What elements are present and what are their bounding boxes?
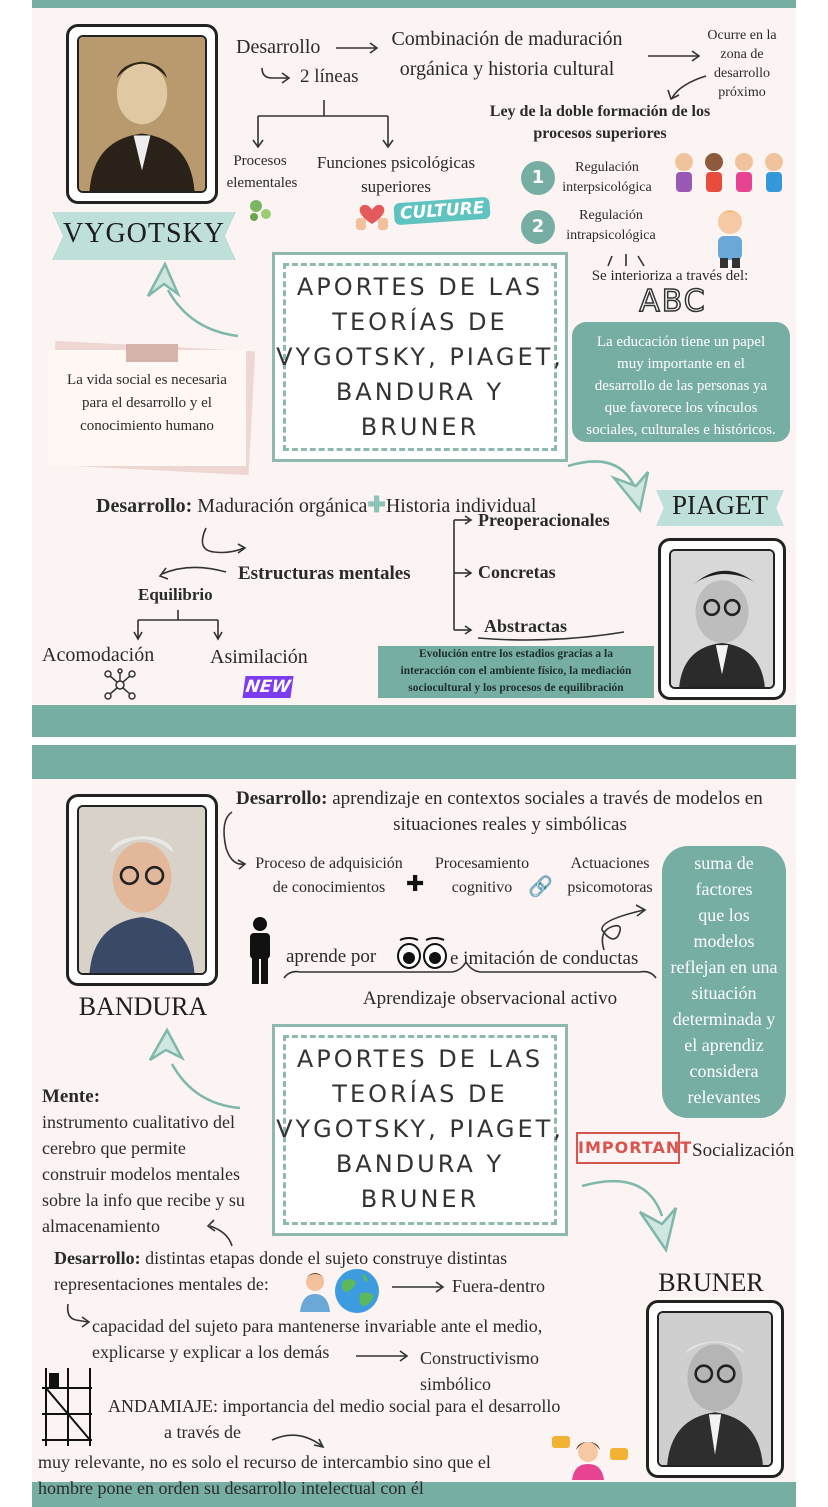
fuera-dentro: Fuera-dentro — [452, 1276, 545, 1296]
acomodacion: Acomodación — [42, 644, 155, 666]
piaget-stage-2: Concretas — [478, 562, 556, 582]
suma-box — [662, 846, 786, 1118]
vida-social-line-1: La vida social es necesaria — [67, 372, 227, 388]
link-icon: 🔗 — [528, 874, 553, 898]
bandura-name: BANDURA — [78, 992, 208, 1021]
zona-line-2: zona de — [720, 47, 764, 62]
evolucion-box — [378, 646, 654, 698]
vygotsky-photo-frame — [66, 24, 218, 204]
mente-label: Mente: — [42, 1086, 101, 1107]
evolucion-line-1: Evolución entre los estadios gracias a la — [418, 648, 613, 660]
bottom-title-line-4: BANDURA Y — [335, 1150, 505, 1178]
top-title-line-2: TEORÍAS DE — [332, 308, 508, 336]
procesamiento-line-2: cognitivo — [451, 879, 513, 896]
bottom-title-line-2: TEORÍAS DE — [332, 1080, 508, 1108]
reg1-line-2: interpsicológica — [562, 180, 652, 195]
educacion-line-5: sociales, culturales e históricos. — [586, 422, 776, 438]
piaget-desarrollo-label: Desarrollo: — [96, 495, 193, 517]
suma-line-3: que los — [698, 905, 750, 925]
note-tape — [126, 344, 178, 362]
procesos-line-1: Procesos — [233, 153, 287, 169]
zona-line-1: Ocurre en la — [707, 28, 777, 43]
top-title-box — [272, 252, 568, 462]
bruner-desarrollo-row — [54, 1248, 507, 1269]
educacion-line-2: muy importante en el — [617, 356, 745, 372]
piaget-desarrollo-row — [96, 492, 536, 518]
zona-line-3: desarrollo — [714, 66, 770, 81]
funciones-line-2: superiores — [361, 177, 431, 196]
bottom-title-line-3: VYGOTSKY, PIAGET, — [276, 1115, 564, 1143]
constructivismo-line-1: Constructivismo — [420, 1348, 540, 1368]
bruner-desarrollo-label: Desarrollo: — [54, 1248, 141, 1268]
top-title-line-1: APORTES DE LAS — [296, 273, 544, 301]
scaffold-icon — [40, 1366, 94, 1448]
bruner-desarrollo-text-1: distintas etapas donde el sujeto construye distintas — [145, 1248, 508, 1268]
zona-line-4: próximo — [718, 85, 766, 100]
bandura-portrait — [79, 807, 205, 973]
vygotsky-combinacion-1: Combinación de maduración — [391, 28, 623, 50]
suma-line-2: factores — [695, 879, 753, 899]
suma-line-4: modelos — [693, 931, 755, 951]
person-icon — [244, 916, 276, 984]
equilibrio: Equilibrio — [138, 585, 213, 604]
evolucion-line-3: sociocultural y los procesos de equilibración — [408, 682, 624, 694]
children-group-icon — [670, 150, 792, 202]
important-stamp: IMPORTANT — [576, 1132, 680, 1164]
suma-line-5: reflejan en una — [670, 957, 778, 977]
suma-line-9: considera — [689, 1061, 759, 1081]
mente-line-2: cerebro que permite — [42, 1138, 186, 1158]
new-badge: NEW — [244, 677, 292, 697]
muy-relevante: muy relevante, no es solo el recurso de intercambio sino que el — [38, 1452, 491, 1472]
bruner-name: BRUNER — [658, 1268, 764, 1297]
a-traves-de: a través de — [164, 1422, 241, 1442]
constructivismo-line-2: simbólico — [420, 1374, 491, 1394]
bandura-photo-frame — [66, 794, 218, 986]
aprende-por: aprende por — [286, 946, 377, 967]
piaget-stage-1: Preoperacionales — [478, 510, 610, 530]
bottom-top-band — [32, 745, 796, 779]
piaget-portrait — [671, 551, 773, 687]
capacidad-line-2: explicarse y explicar a los demás — [92, 1342, 330, 1362]
plus-black-icon: ✚ — [406, 872, 425, 897]
bandura-desarrollo-row — [236, 788, 763, 810]
vida-social-line-2: para el desarrollo y el — [82, 395, 212, 411]
globe-icon — [334, 1268, 380, 1314]
mente-line-5: almacenamiento — [42, 1216, 160, 1236]
vygotsky-dos-lineas: 2 líneas — [300, 66, 359, 87]
educacion-box — [572, 322, 790, 442]
reg2-line-1: Regulación — [579, 208, 643, 223]
estructuras-mentales: Estructuras mentales — [238, 563, 411, 584]
suma-line-10: relevantes — [687, 1087, 761, 1107]
suma-line-7: determinada y — [672, 1009, 776, 1029]
bandura-desarrollo-text-2: situaciones reales y simbólicas — [393, 814, 627, 835]
funciones-line-1: Funciones psicológicas — [316, 153, 476, 172]
aprendizaje-observacional: Aprendizaje observacional activo — [362, 988, 618, 1009]
educacion-line-1: La educación tiene un papel — [596, 334, 766, 350]
eyes-icon — [396, 936, 448, 972]
regulacion-1-number: 1 — [521, 161, 555, 195]
bottom-title-box — [272, 1024, 568, 1236]
hombre-line: hombre pone en orden su desarrollo intelectual con él — [38, 1478, 424, 1498]
regulacion-2-number: 2 — [521, 210, 555, 244]
person-avatar-icon — [298, 1270, 332, 1312]
mente-line-1: instrumento cualitativo del — [42, 1112, 235, 1132]
procesos-line-2: elementales — [226, 175, 298, 191]
reg2-line-2: intrapsicológica — [566, 228, 656, 243]
actuaciones-line-2: psicomotoras — [567, 879, 653, 896]
asimilacion: Asimilación — [210, 646, 308, 668]
plus-icon: ✚ — [367, 492, 386, 517]
proceso-line-1: Proceso de adquisición — [255, 855, 403, 872]
bandura-desarrollo-text-1: aprendizaje en contextos sociales a través de modelos en — [332, 788, 763, 809]
vygotsky-desarrollo: Desarrollo — [236, 36, 321, 58]
top-title-line-4: BANDURA Y — [335, 378, 505, 406]
actuaciones-line-1: Actuaciones — [570, 855, 650, 872]
suma-line-6: situación — [691, 983, 757, 1003]
child-icon — [708, 208, 752, 270]
bruner-portrait — [659, 1313, 771, 1465]
interioriza: Se interioriza a través del: — [591, 268, 749, 284]
mente-line-4: sobre la info que recibe y su — [42, 1190, 245, 1210]
ley-line-2: procesos superiores — [533, 125, 667, 142]
bruner-photo-frame — [646, 1300, 784, 1478]
piaget-photo-frame — [658, 538, 786, 700]
socializacion: Socialización — [692, 1140, 795, 1161]
piaget-name: PIAGET — [672, 490, 768, 520]
vida-social-line-3: conocimiento humano — [80, 418, 214, 434]
heart-hands-icon — [354, 200, 390, 232]
top-title-line-5: BRUNER — [360, 413, 480, 441]
mente-line-3: construir modelos mentales — [42, 1164, 240, 1184]
vygotsky-name: VYGOTSKY — [63, 218, 225, 249]
imitacion: e imitación de conductas — [450, 948, 639, 969]
piaget-desarrollo-a: Maduración orgánica — [197, 495, 368, 517]
top-title-line-3: VYGOTSKY, PIAGET, — [276, 343, 564, 371]
capacidad-line-1: capacidad del sujeto para mantenerse invariable ante el medio, — [92, 1316, 543, 1336]
culture-badge: CULTURE — [393, 197, 491, 226]
evolucion-line-2: interacción con el ambiente físico, la mediación — [400, 665, 632, 677]
bottom-title-line-1: APORTES DE LAS — [296, 1045, 544, 1073]
procesamiento-line-1: Procesamiento — [434, 855, 530, 872]
ley-line-1: Ley de la doble formación de los — [489, 103, 711, 120]
molecule-icon — [102, 668, 138, 702]
bottom-title-line-5: BRUNER — [360, 1185, 480, 1213]
abc-letters: ABC — [639, 284, 707, 319]
piaget-desarrollo-b: Historia individual — [385, 495, 537, 517]
vygotsky-portrait — [79, 37, 205, 191]
proceso-line-2: de conocimientos — [272, 879, 386, 896]
suma-line-8: el aprendiz — [684, 1035, 764, 1055]
top-bottom-band — [32, 705, 796, 737]
andamiaje: ANDAMIAJE: importancia del medio social para el desarrollo — [108, 1396, 561, 1416]
bruner-desarrollo-text-2: representaciones mentales de: — [54, 1274, 269, 1294]
educacion-line-3: desarrollo de las personas ya — [594, 378, 768, 394]
educacion-line-4: que favorece los vínculos — [604, 400, 758, 416]
suma-line-1: suma de — [694, 853, 754, 873]
top-band — [32, 0, 796, 8]
teacher-icon — [552, 1434, 630, 1480]
piaget-stage-3: Abstractas — [484, 616, 567, 636]
reg1-line-1: Regulación — [575, 160, 639, 175]
bandura-desarrollo-label: Desarrollo: — [236, 788, 328, 809]
vygotsky-combinacion-2: orgánica y historia cultural — [399, 58, 615, 80]
